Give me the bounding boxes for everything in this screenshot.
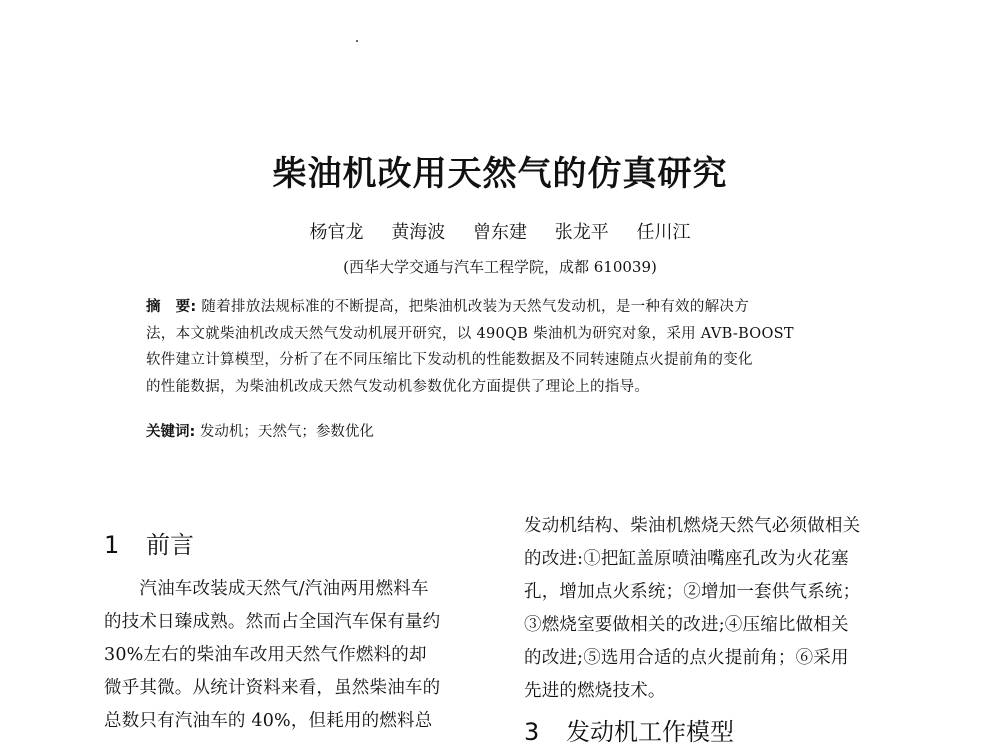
body-line: 的改进;⑤选用合适的点火提前角；⑥采用 [524,648,849,668]
abstract-line: 软件建立计算模型，分析了在不同压缩比下发动机的性能数据及不同转速随点火提前角的变化 [146,352,753,368]
keywords [146,420,866,441]
section-heading [524,712,734,747]
abstract-line: 法，本文就柴油机改成天然气发动机展开研究，以 490QB 柴油机为研究对象，采用 AVB-BOOST [146,325,794,342]
abstract-line [146,294,866,321]
keywords-label: 关键词: [146,424,196,440]
author-name: 曾东建 [473,222,527,243]
author-name: 张龙平 [554,222,609,243]
body-line: ③燃烧室要做相关的改进;④压缩比做相关 [524,615,849,635]
body-line: 孔，增加点火系统；②增加一套供气系统； [524,582,861,602]
body-line: 的技术日臻成熟。然而占全国汽车保有量约 [104,612,441,632]
body-line: 微乎其微。从统计资料来看，虽然柴油车的 [104,678,441,698]
abstract-line: 的性能数据，为柴油机改成天然气发动机参数优化方面提供了理论上的指导。 [146,378,650,395]
abstract-text: 随着排放法规标准的不断提高，把柴油机改装为天然气发动机，是一种有效的解决方 [201,299,750,315]
body-line: 总数只有汽油车的 40%，但耗用的燃料总 [104,711,433,731]
body-line: 发动机结构、柴油机燃烧天然气必须做相关 [524,516,861,536]
keywords-text: 发动机；天然气；参数优化 [199,424,374,440]
section-heading [104,525,194,560]
affiliation: (西华大学交通与汽车工程学院，成都 610039) [343,258,657,276]
body-line: 先进的燃烧技术。 [524,681,666,701]
author-list [0,218,1000,244]
section-number: 1 [104,531,120,559]
paper-title: 柴油机改用天然气的仿真研究 [272,154,728,194]
abstract-label: 摘 要: [146,299,197,315]
section-title: 前言 [146,531,194,559]
body-line: 30%左右的柴油车改用天然气作燃料的却 [104,645,427,665]
scan-speck [356,40,358,42]
author-name: 杨官龙 [309,222,364,243]
body-line: 的改进:①把缸盖原喷油嘴座孔改为火花塞 [524,549,849,569]
abstract [146,294,866,400]
author-name: 黄海波 [391,222,446,243]
section-title: 发动机工作模型 [566,718,734,746]
section-number: 3 [524,718,540,746]
author-name: 任川江 [636,222,691,243]
body-line: 汽油车改装成天然气/汽油两用燃料车 [104,579,429,599]
